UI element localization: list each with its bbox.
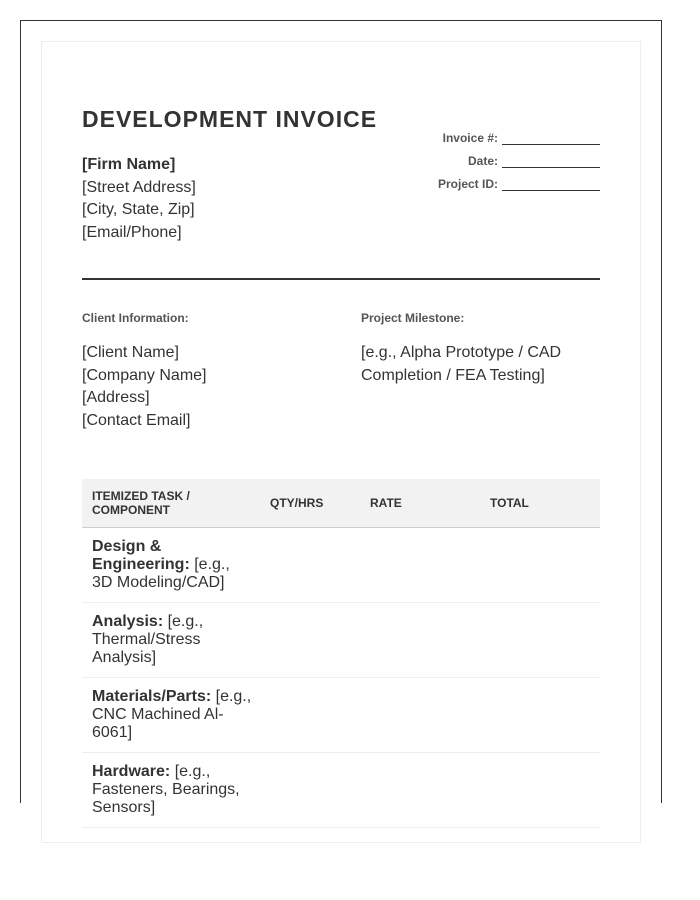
- document-viewport: [20, 20, 662, 816]
- invoice-number-line: [502, 130, 600, 145]
- invoice-title: DEVELOPMENT INVOICE: [82, 106, 378, 132]
- project-milestone-label: Project Milestone:: [361, 311, 465, 325]
- itemized-table: [82, 479, 600, 828]
- client-company: [Company Name]: [82, 366, 207, 384]
- task-detail: [e.g., Fasteners, Bearings, Sensors]: [92, 763, 240, 816]
- task-label: Design & Engineering:: [92, 538, 190, 573]
- invoice-number-row: [432, 122, 600, 145]
- task-label: Materials/Parts:: [92, 688, 212, 705]
- task-cell: [92, 763, 252, 817]
- task-label: Analysis:: [92, 613, 164, 630]
- header-divider: [82, 278, 600, 280]
- task-cell: [92, 613, 252, 667]
- date-label: Date:: [467, 154, 498, 168]
- project-id-line: [502, 176, 600, 191]
- client-info-label: Client Information:: [82, 311, 189, 325]
- table-row: [82, 678, 600, 753]
- client-info-block: [82, 342, 207, 432]
- project-milestone-text: [e.g., Alpha Prototype / CAD Completion / FEA Testing]: [361, 344, 562, 384]
- task-detail: [e.g., 3D Modeling/CAD]: [92, 556, 230, 591]
- invoice-number-label: Invoice #:: [442, 131, 498, 145]
- task-detail: [e.g., CNC Machined Al-6061]: [92, 688, 252, 741]
- invoice-meta: [432, 122, 600, 191]
- project-id-label: Project ID:: [437, 177, 498, 191]
- table-row: [82, 528, 600, 603]
- client-address: [Address]: [82, 389, 150, 406]
- firm-city: [City, State, Zip]: [82, 201, 195, 218]
- table-row: [82, 753, 600, 828]
- table-header: [82, 479, 600, 528]
- task-detail: [e.g., Thermal/Stress Analysis]: [92, 613, 204, 666]
- header-rate: RATE: [370, 496, 402, 510]
- firm-name: [Firm Name]: [82, 156, 176, 173]
- header-qty-hrs: QTY/HRS: [270, 496, 324, 510]
- table-row: [82, 603, 600, 678]
- header-total: TOTAL: [490, 496, 529, 510]
- invoice-page: [41, 41, 641, 843]
- firm-address-block: [82, 154, 196, 244]
- project-id-row: [432, 168, 600, 191]
- client-name: [Client Name]: [82, 344, 179, 361]
- header-task: ITEMIZED TASK / COMPONENT: [92, 489, 190, 517]
- firm-street: [Street Address]: [82, 178, 196, 196]
- task-cell: [92, 538, 252, 592]
- date-row: [432, 145, 600, 168]
- firm-contact: [Email/Phone]: [82, 223, 182, 241]
- date-line: [502, 153, 600, 168]
- client-email: [Contact Email]: [82, 411, 191, 429]
- task-label: Hardware:: [92, 763, 171, 780]
- task-cell: [92, 688, 252, 742]
